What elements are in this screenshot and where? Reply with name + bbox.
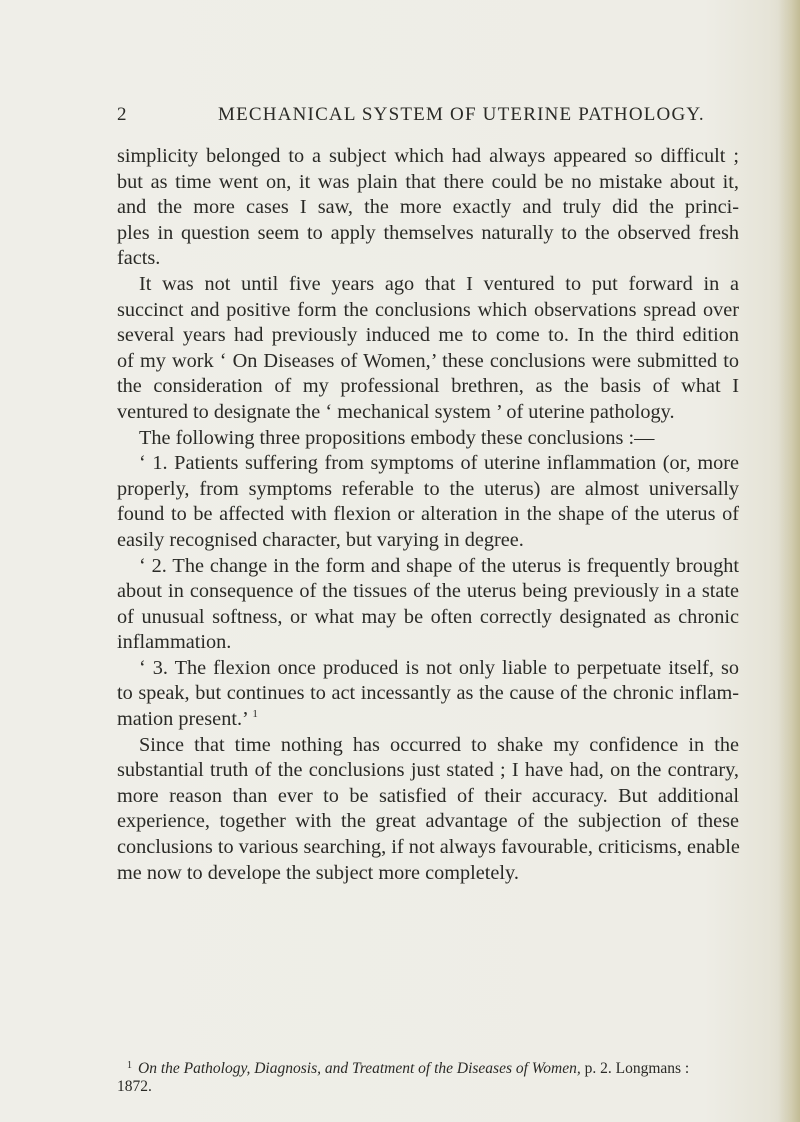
text-line: of my work ‘ On Diseases of Women,’ these conclusions were submitted to xyxy=(117,349,739,372)
text-line: It was not until five years ago that I ventured to put forward in a xyxy=(139,272,739,295)
text-line: substantial truth of the conclusions just stated ; I have had, on the contrary, xyxy=(117,759,739,782)
text-line: Since that time nothing has occurred to shake my confidence in the xyxy=(139,733,739,756)
text-line: facts. xyxy=(117,247,161,270)
footnote-mark: 1 xyxy=(127,1060,132,1071)
body-text xyxy=(117,144,739,886)
running-head: MECHANICAL SYSTEM OF UTERINE PATHOLOGY. xyxy=(218,104,705,125)
page-number: 2 xyxy=(117,104,127,125)
page-edge-shadow xyxy=(778,0,800,1122)
page-header xyxy=(117,104,757,128)
text-line: ‘ 3. The flexion once produced is not only liable to perpetuate itself, so xyxy=(139,656,739,679)
text-line: easily recognised character, but varying in degree. xyxy=(117,528,524,551)
footnote-citation: p. 2. Longmans : xyxy=(580,1060,690,1077)
text-line: inflammation. xyxy=(117,631,232,654)
footnote-year: 1872. xyxy=(117,1078,152,1095)
footnote xyxy=(117,1057,739,1096)
text-line: and the more cases I saw, the more exactly and truly did the princi- xyxy=(117,196,739,219)
text-line: me now to develope the subject more completely. xyxy=(117,861,519,884)
text-line: to speak, but continues to act incessantly as the cause of the chronic inflam- xyxy=(117,682,739,705)
footnote-line xyxy=(117,1057,739,1078)
text-line: conclusions to various searching, if not always favourable, criticisms, enable xyxy=(117,836,740,859)
text-line: ples in question seem to apply themselves naturally to the observed fresh xyxy=(117,221,739,244)
text-line: ‘ 1. Patients suffering from symptoms of uterine inflammation (or, more xyxy=(139,452,739,475)
text-line: the consideration of my professional brethren, as the basis of what I xyxy=(117,375,739,398)
text-line-content: mation present.’ xyxy=(117,708,248,731)
text-line xyxy=(117,707,739,733)
text-line: The following three propositions embody these conclusions :— xyxy=(139,426,655,449)
text-line: experience, together with the great advantage of the subjection of these xyxy=(117,810,739,833)
text-line: about in consequence of the tissues of the uterus being previously in a state xyxy=(117,580,739,603)
text-line: ventured to designate the ‘ mechanical system ’ of uterine pathology. xyxy=(117,400,675,423)
footnote-reference: 1 xyxy=(252,708,258,721)
text-line: ‘ 2. The change in the form and shape of the uterus is frequently brought xyxy=(139,554,739,577)
text-line: of unusual softness, or what may be often correctly designated as chronic xyxy=(117,605,739,628)
text-line: more reason than ever to be satisfied of their accuracy. But additional xyxy=(117,784,739,807)
text-line: simplicity belonged to a subject which had always appeared so difficult ; xyxy=(117,145,739,167)
footnote-title: On the Pathology, Diagnosis, and Treatment of the Diseases of Women, xyxy=(138,1060,581,1077)
text-line: properly, from symptoms referable to the uterus) are almost universally xyxy=(117,477,739,500)
text-line: several years had previously induced me to come to. In the third edition xyxy=(117,324,739,347)
text-line: but as time went on, it was plain that there could be no mistake about it, xyxy=(117,170,739,193)
text-line: succinct and positive form the conclusions which observations spread over xyxy=(117,298,739,321)
text-line: found to be affected with flexion or alteration in the shape of the uterus of xyxy=(117,503,739,526)
